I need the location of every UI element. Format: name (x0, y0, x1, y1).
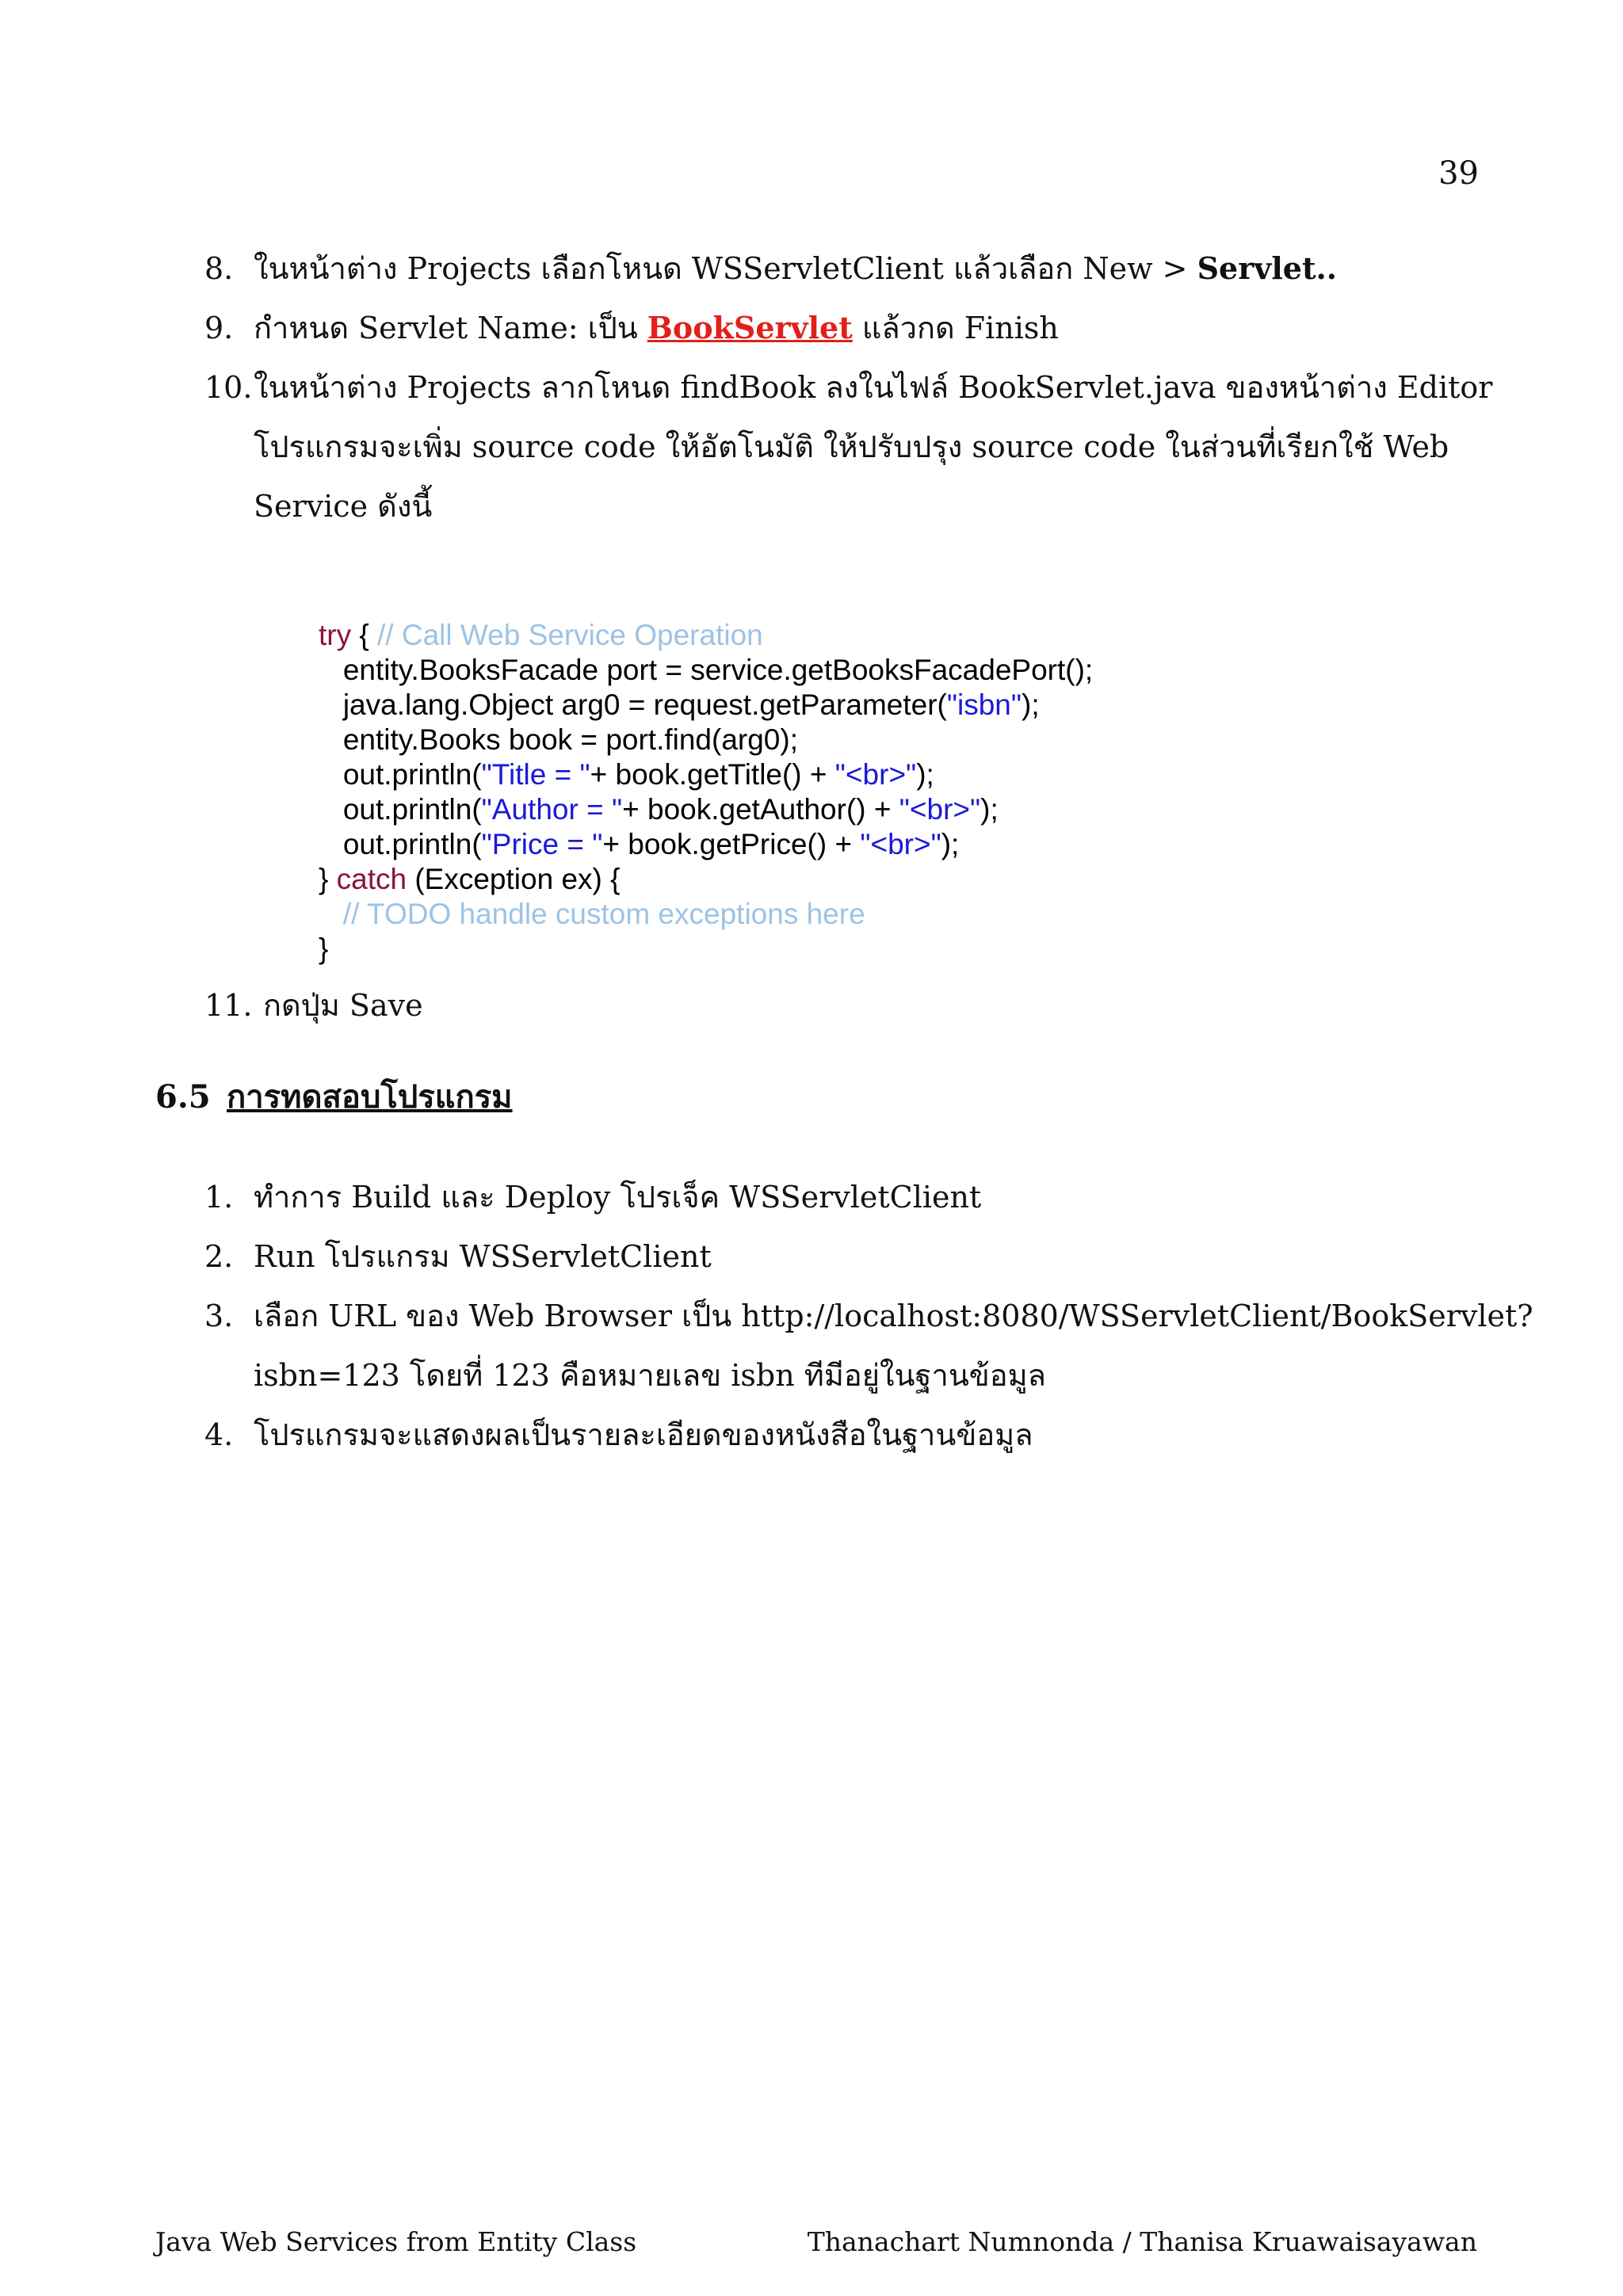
step-10 (204, 363, 1492, 411)
code-text: ); (916, 758, 934, 791)
code-text: (Exception ex) { (407, 863, 621, 895)
code-text: out.println( (319, 758, 482, 791)
footer-authors: Thanachart Numnonda / Thanisa Kruawaisayawan (807, 2226, 1477, 2257)
code-line-9: // TODO handle custom exceptions here (319, 898, 865, 930)
step-text-after: แล้วกด Finish (852, 311, 1059, 345)
step-8 (204, 244, 1337, 292)
code-line-7 (319, 827, 1093, 862)
code-block (319, 583, 1093, 1001)
bookservlet-link[interactable]: BookServlet (647, 310, 853, 345)
step-bold-text: Servlet.. (1197, 250, 1337, 286)
code-string: "Price = " (481, 828, 603, 860)
step-text: Run โปรแกรม WSServletClient (254, 1239, 712, 1274)
step-text: ทำการ Build และ Deploy โปรเจ็ค WSServletClient (254, 1180, 982, 1215)
code-comment: // Call Web Service Operation (377, 619, 763, 651)
step-text: ในหน้าต่าง Projects เลือกโหนด WSServletClient แล้วเลือก New > (254, 251, 1197, 286)
code-text: { (351, 619, 378, 651)
section-title: การทดสอบโปรแกรม (227, 1078, 513, 1116)
code-text: ); (1022, 688, 1040, 721)
section-number: 6.5 (155, 1078, 211, 1116)
step-number: 11. (204, 988, 253, 1023)
step-text-line-1: เลือก URL ของ Web Browser เป็น http://localhost:8080/WSServletClient/BookServlet? (254, 1299, 1533, 1333)
step-number: 4. (204, 1417, 234, 1452)
step-9 (204, 303, 1059, 352)
code-keyword: try (319, 619, 352, 651)
code-string: "isbn" (946, 688, 1022, 721)
test-step-2 (204, 1232, 712, 1280)
page-number: 39 (1438, 155, 1479, 192)
code-text: out.println( (319, 828, 482, 860)
code-text: + book.getAuthor() + (622, 793, 899, 826)
code-text: java.lang.Object arg0 = request.getParameter( (319, 688, 947, 721)
code-line-3 (319, 688, 1093, 723)
step-11 (204, 981, 423, 1029)
step-number: 3. (204, 1299, 234, 1333)
step-number: 9. (204, 311, 234, 345)
code-line-1 (319, 618, 1093, 653)
code-string: "<br>" (860, 828, 941, 860)
test-step-3-line-2: isbn=123 โดยที่ 123 คือหมายเลข isbn ทีมีอยู่ในฐานข้อมูล (254, 1358, 1046, 1393)
section-heading (155, 1071, 513, 1122)
code-line-2: entity.BooksFacade port = service.getBooksFacadePort(); (319, 654, 1094, 686)
code-line-10: } (319, 933, 329, 965)
step-number: 1. (204, 1180, 234, 1215)
code-keyword: catch (336, 863, 407, 895)
code-string: "Author = " (481, 793, 623, 826)
code-string: "<br>" (899, 793, 981, 826)
step-10-line-3: Service ดังนี้ (254, 489, 433, 524)
code-text: ); (941, 828, 960, 860)
step-text: กดปุ่ม Save (263, 988, 423, 1023)
code-text: + book.getPrice() + (602, 828, 861, 860)
step-text: โปรแกรมจะแสดงผลเป็นรายละเอียดของหนังสือในฐานข้อมูล (254, 1417, 1033, 1452)
code-line-8 (319, 862, 1093, 897)
code-line-4: entity.Books book = port.find(arg0); (319, 723, 798, 756)
code-line-6 (319, 792, 1093, 827)
footer-title: Java Web Services from Entity Class (155, 2226, 637, 2257)
code-text: out.println( (319, 793, 482, 826)
code-text: } (319, 863, 337, 895)
code-string: "Title = " (481, 758, 590, 791)
step-text: กำหนด Servlet Name: เป็น (254, 311, 647, 345)
step-number: 2. (204, 1239, 234, 1274)
step-10-line-2: โปรแกรมจะเพิ่ม source code ให้อัตโนมัติ ให้ปรับปรุง source code ในส่วนที่เรียกใช้ Web (254, 429, 1449, 464)
code-text: + book.getTitle() + (590, 758, 835, 791)
test-step-3 (204, 1291, 1533, 1340)
step-number: 8. (204, 251, 234, 286)
code-line-5 (319, 757, 1093, 792)
step-text-line-1: ในหน้าต่าง Projects ลากโหนด findBook ลงในไฟล์ BookServlet.java ของหน้าต่าง Editor (254, 370, 1493, 405)
code-text: ); (980, 793, 999, 826)
code-string: "<br>" (834, 758, 917, 791)
test-step-4 (204, 1410, 1033, 1459)
test-step-1 (204, 1173, 981, 1221)
step-number: 10. (204, 370, 253, 405)
